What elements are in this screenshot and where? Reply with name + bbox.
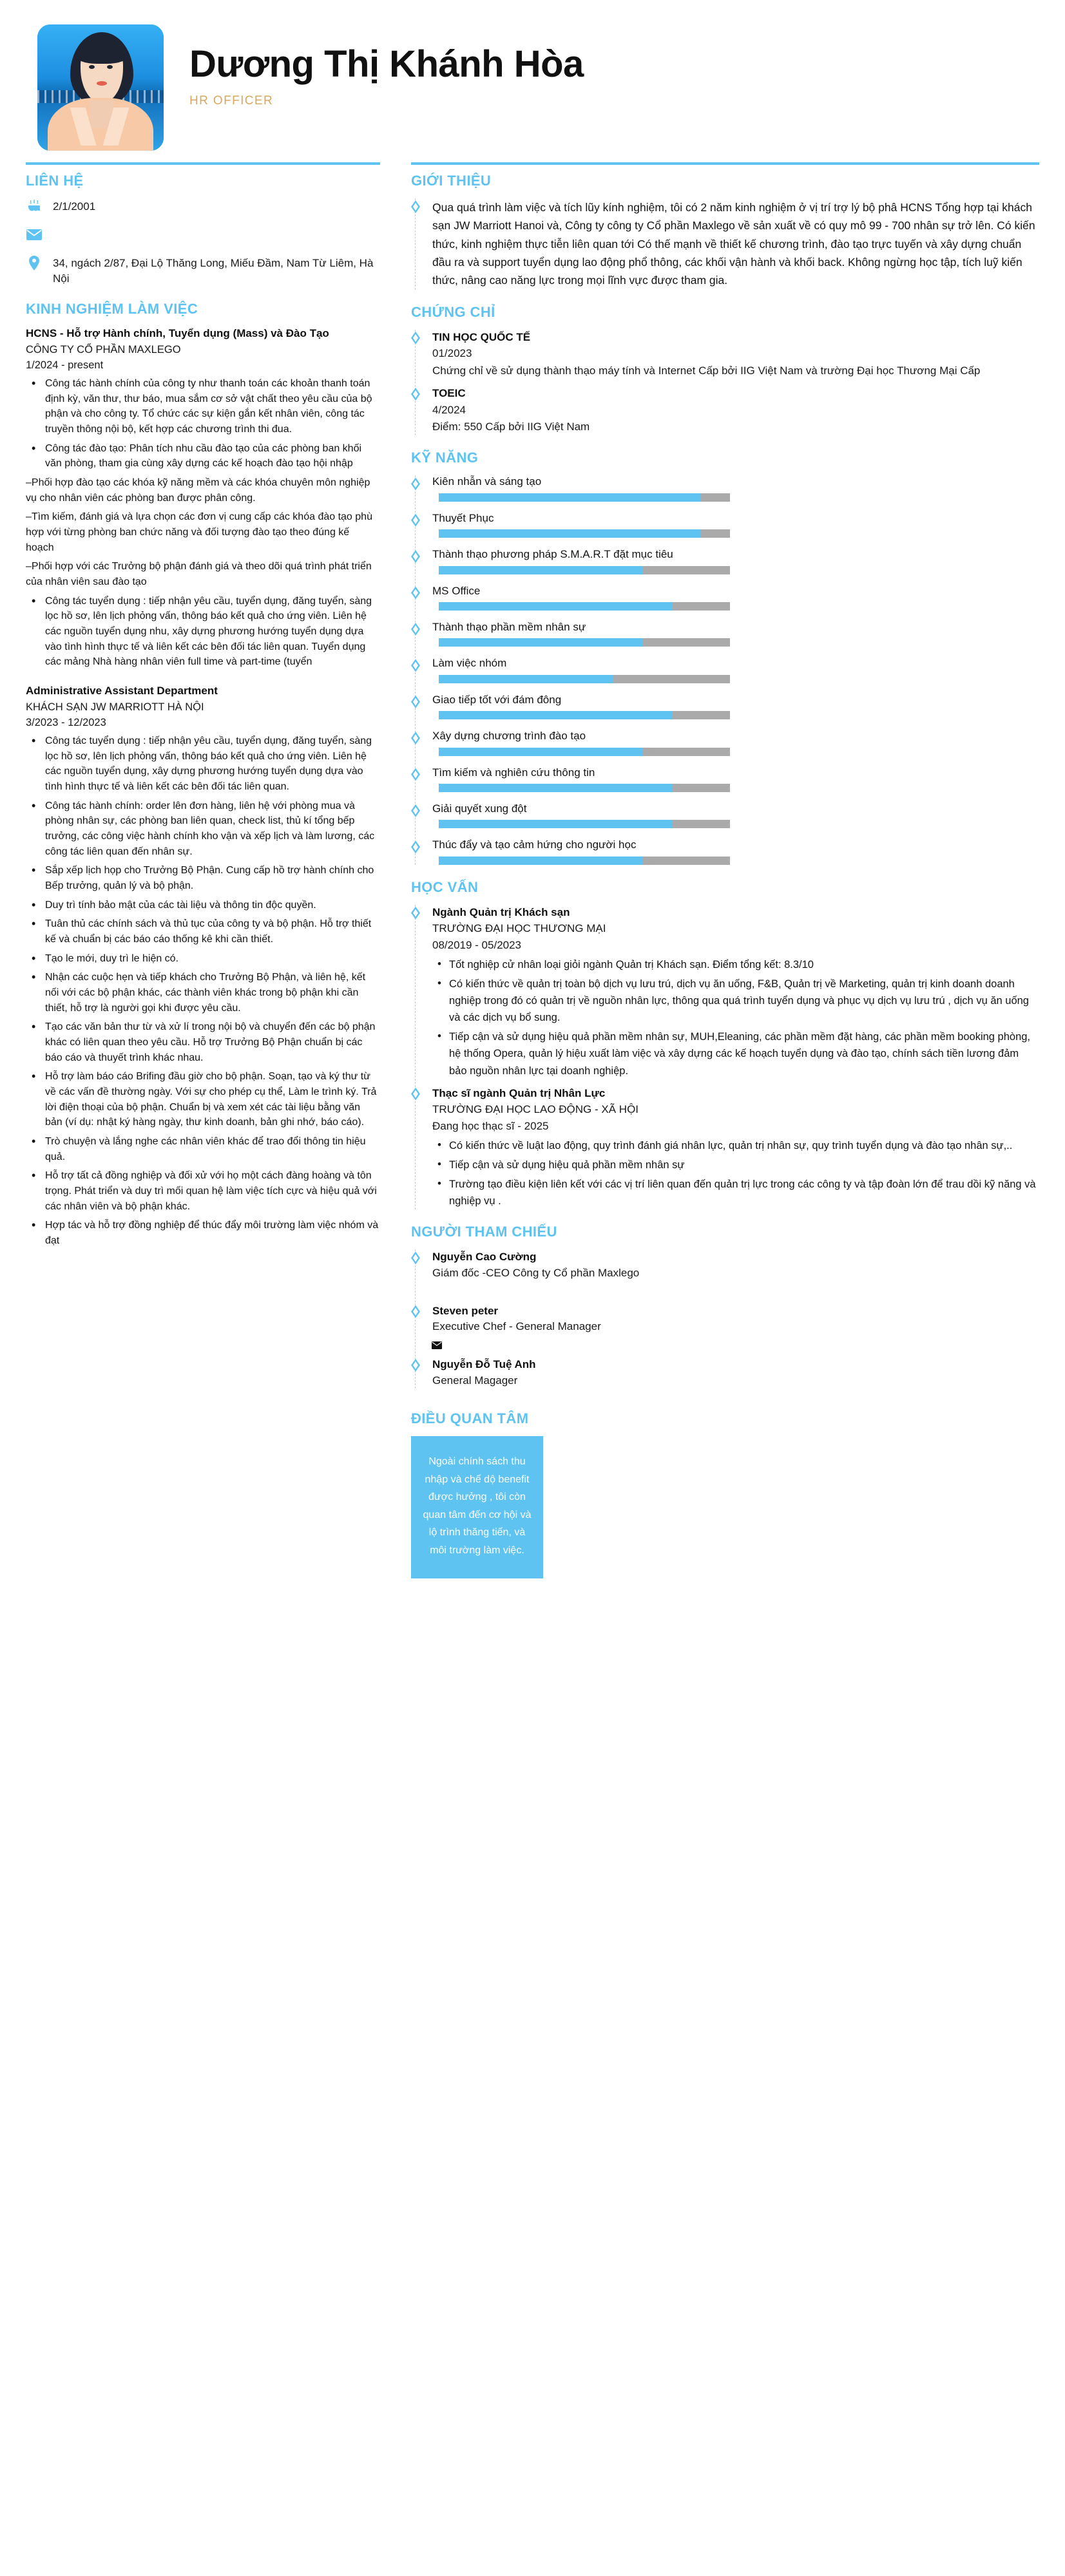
- skill-label: Xây dựng chương trình đào tạo: [432, 730, 586, 743]
- experience-date: 3/2023 - 12/2023: [26, 717, 106, 729]
- bullet: • Trường tạo điều kiện liên kết với các vị trí liên quan đến quản trị lực trong các công ty và tập đoàn lớn để trau dồi kỹ năng và nghiệp vụ .: [432, 1176, 1039, 1209]
- skill-item: [432, 512, 1039, 538]
- skill-bar-track: [439, 675, 730, 683]
- bullet: • Công tác tuyển dụng : tiếp nhận yêu cầu, tuyển dụng, đăng tuyển, sàng lọc hồ sơ, lên lịch phỏng vấn, thông báo kết quả cho ứng viên. Liên hệ các nguồn tuyển dụng nhu, xây dựng phương hướng tuyển dụng dựa vào tình hình thực tế và liên kết các bên đối tác liên quan. Tuyển dụng các mảng Nhà hàng nhân viên full time và part-time (tuyển: [26, 594, 380, 670]
- bullet: • Tiếp cận và sử dụng hiệu quả phần mềm nhân sự, MUH,Eleaning, các phần mềm đặt hàng, các phần mềm booking phòng, hệ thống Opera, quản lý hiệu xuất làm việc và xây dựng các kế hoạch tuyển dụng và đào tạo, chính sách tiền lương đảm bảo nguồn nhân lực tại doanh nghiệp.: [432, 1028, 1039, 1079]
- references-title: NGƯỜI THAM CHIẾU: [411, 1224, 557, 1240]
- experience-title: KINH NGHIỆM LÀM VIỆC: [26, 301, 198, 317]
- bullet: • Có kiến thức về quản trị toàn bộ dịch vụ lưu trú, dịch vụ ăn uống, F&B, Quản trị về Marketing, quản trị kinh doanh doanh nghiệp trong đó có quản trị về nguồn nhân lực, thông qua quá trình tuyển dụng và phục vụ dịch vụ lưu trú , dịch vụ ăn uống và các dịch vụ bổ sung.: [432, 976, 1039, 1026]
- skill-bar-fill: [439, 857, 642, 865]
- reference-role: Executive Chef - General Manager: [432, 1320, 601, 1333]
- contact-row-address: [26, 255, 380, 287]
- skill-bar-fill: [439, 493, 701, 502]
- experience-company: KHÁCH SẠN JW MARRIOTT HÀ NỘI: [26, 701, 204, 714]
- diamond-bullet-icon: [411, 732, 420, 744]
- contact-section: [26, 173, 380, 287]
- page-title: Dương Thị Khánh Hòa: [189, 43, 584, 85]
- reference-item: [432, 1249, 1039, 1281]
- diamond-bullet-icon: [411, 659, 420, 672]
- diamond-bullet-icon: [411, 1359, 420, 1372]
- diamond-bullet-icon: [411, 388, 420, 401]
- divider-right: [411, 162, 1039, 165]
- envelope-icon: [428, 1338, 445, 1353]
- education-bullets: [432, 956, 1039, 1079]
- skill-item: [432, 657, 1039, 683]
- skill-label: Thành thạo phần mềm nhân sự: [432, 620, 586, 633]
- skill-bar-track: [439, 784, 730, 792]
- experience-paragraph: –Phối hợp đào tạo các khóa kỹ năng mềm và các khóa chuyên môn nghiệp vụ cho nhân viên các phòng ban được phân công.: [26, 477, 370, 504]
- certificates-section: [411, 304, 1039, 436]
- diamond-bullet-icon: [411, 477, 420, 490]
- certificates-timeline: [415, 330, 1039, 436]
- bullet: • Hỗ trợ làm báo cáo Brifing đầu giờ cho bộ phận. Soạn, tạo và ký thư từ về các vấn đề thường ngày. Với sự cho phép cụ thể, Làm le trình ký. Trả lời điện thoại của bộ phận. Chuẩn bị và xem xét các tài liệu bằng văn bản (ví dụ: nhật ký hàng ngày, thư kinh doanh, bản ghi nhớ, báo cáo).: [26, 1069, 380, 1130]
- experience-section: [26, 301, 380, 1248]
- education-degree: Ngành Quản trị Khách sạn: [432, 905, 570, 918]
- reference-name: Steven peter: [432, 1304, 499, 1317]
- certificate-desc: Chứng chỉ về sử dụng thành thạo máy tính và Internet Cấp bởi IIG Việt Nam và trường Đại học Thương Mại Cấp: [432, 364, 981, 377]
- skills-timeline: [415, 475, 1039, 864]
- intro-text: Qua quá trình làm việc và tích lũy kính nghiệm, tôi có 2 năm kinh nghiệm ở vị trí trợ lý bộ phâ HCNS Tổng hợp tại khách sạn JW Marriott Hanoi và, Công ty công ty Cổ phần Maxlego về sản xuất về có quy mô 99 - 700 nhân sự trở lên. Có kiến thức, kinh nghiệm thực tiễn liên quan tới Có thế mạnh về thiết kế chương trình, đào tạo trực tuyến và xây dựng chuẩn đầu ra và support tuyển dụng lao động phổ thông, các khối vận hành và khối back. Không ngừng học tập, tích luỹ kiến thức, nâng cao năng lực trong mọi lĩnh vực được tham gia.: [432, 201, 1035, 287]
- skill-item: [432, 694, 1039, 719]
- bullet: • Nhận các cuộc hẹn và tiếp khách cho Trưởng Bộ Phận, và liên hệ, kết nối với các bộ phận khác, các thành viên khác trong bộ phận khi cần thiết, hỗ trợ là người gọi khi được yêu cầu.: [26, 970, 380, 1016]
- experience-bullets: [26, 376, 380, 471]
- bullet: • Hợp tác và hỗ trợ đồng nghiệp để thúc đẩy môi trường làm việc nhóm và đạt: [26, 1218, 380, 1248]
- experience-bullets-after: [26, 594, 380, 670]
- interests-box: [411, 1436, 543, 1578]
- intro-section: [411, 173, 1039, 290]
- skill-bar-fill: [439, 566, 642, 574]
- skill-bar-track: [439, 529, 730, 538]
- contact-row-email: [26, 227, 380, 243]
- certificate-name: TIN HỌC QUỐC TẾ: [432, 330, 531, 343]
- skill-label: Làm việc nhóm: [432, 657, 507, 670]
- education-degree: Thạc sĩ ngành Quản trị Nhân Lực: [432, 1086, 606, 1099]
- experience-item: [26, 327, 380, 670]
- skill-bar-fill: [439, 711, 672, 719]
- cv-header: [26, 18, 1039, 162]
- diamond-bullet-icon: [411, 200, 420, 213]
- experience-item: [26, 684, 380, 1249]
- experience-paragraph: –Tìm kiếm, đánh giá và lựa chọn các đơn vị cung cấp các khóa đào tạo phù hợp với từng phòng ban chức năng và đối tượng đào tạo theo đúng kế hoạch: [26, 511, 372, 553]
- bullet: • Tuân thủ các chính sách và thủ tục của công ty và bộ phận. Hỗ trợ thiết kế và chuẩn bị các báo cáo thống kê khi cần thiết.: [26, 916, 380, 947]
- education-date: Đang học thạc sĩ - 2025: [432, 1119, 549, 1132]
- experience-role: Administrative Assistant Department: [26, 685, 218, 697]
- left-column: [26, 162, 399, 1263]
- education-item: [432, 905, 1039, 1079]
- certificate-name: TOEIC: [432, 387, 466, 400]
- right-column: [399, 162, 1039, 1593]
- reference-role: Giám đốc -CEO Công ty Cổ phần Maxlego: [432, 1267, 640, 1280]
- skill-label: Giao tiếp tốt với đám đông: [432, 693, 562, 706]
- skill-bar-fill: [439, 602, 672, 611]
- references-timeline: [415, 1249, 1039, 1388]
- skill-bar-fill: [439, 784, 672, 792]
- reference-item: [432, 1303, 1039, 1335]
- avatar: [37, 24, 164, 151]
- diamond-bullet-icon: [411, 623, 420, 636]
- experience-company: CÔNG TY CỔ PHẦN MAXLEGO: [26, 344, 181, 356]
- bullet: • Công tác tuyển dụng : tiếp nhận yêu cầu, tuyển dụng, đăng tuyển, sàng lọc hồ sơ, lên lịch phỏng vấn, thông báo kết quả cho ứng viên. Liên hệ các nguồn tuyển dụng, xây dựng phương hướng tuyển dụng dựa vào tình hình thực tế và liên kết các bên đối tác liên quan.: [26, 734, 380, 795]
- diamond-bullet-icon: [411, 696, 420, 708]
- education-school: TRƯỜNG ĐẠI HỌC LAO ĐỘNG - XÃ HỘI: [432, 1103, 639, 1116]
- references-section: [411, 1224, 1039, 1388]
- skill-label: MS Office: [432, 584, 481, 597]
- interests-section: [411, 1410, 1039, 1578]
- bullet: • Hỗ trợ tất cả đồng nghiệp và đối xử với họ một cách đàng hoàng và tôn trọng. Phát triển và duy trì mối quan hệ làm việc tích cực và hiệu quả với các nhân viên và bộ phận khác.: [26, 1168, 380, 1214]
- skill-bar-track: [439, 566, 730, 574]
- skill-item: [432, 766, 1039, 792]
- birthday-cake-icon: [26, 198, 43, 214]
- map-pin-icon: [26, 255, 43, 270]
- bullet: • Tạo le mới, duy trì le hiện có.: [26, 951, 380, 967]
- certificate-item: [432, 330, 1039, 379]
- experience-role: HCNS - Hỗ trợ Hành chính, Tuyển dụng (Mass) và Đào Tạo: [26, 327, 329, 340]
- skill-bar-track: [439, 748, 730, 756]
- education-item: [432, 1086, 1039, 1210]
- envelope-icon: [26, 227, 43, 242]
- bullet: • Công tác hành chính: order lên đơn hàng, liên hệ với phòng mua và phòng nhân sự, các phòng ban liên quan, check list, thủ kí tổng bếp trưởng, các công việc hành chính kho vận và xếp lịch và làm lương, các công tác liên quan đến nhân sự.: [26, 799, 380, 860]
- header-text-block: [189, 24, 584, 108]
- contact-row-birthday: [26, 198, 380, 215]
- skill-item: [432, 585, 1039, 611]
- bullet: • Tạo các văn bản thư từ và xử lí trong nội bộ và chuyển đến các bộ phận khác có liên quan theo yêu cầu. Hỗ trợ Trưởng Bộ Phận chuẩn bị các báo cáo và thuyết trình khác nhau.: [26, 1019, 380, 1065]
- bullet: • Duy trì tính bảo mật của các tài liệu và thông tin độc quyền.: [26, 898, 380, 913]
- certificate-date: 4/2024: [432, 403, 466, 416]
- education-title: HỌC VẤN: [411, 878, 479, 895]
- skill-label: Thúc đẩy và tạo cảm hứng cho người học: [432, 838, 637, 851]
- intro-item: [432, 198, 1039, 290]
- bullet: • Tốt nghiệp cử nhân loại giỏi ngành Quản trị Khách sạn. Điểm tổng kết: 8.3/10: [432, 956, 1039, 973]
- education-section: [411, 879, 1039, 1210]
- skill-label: Thuyết Phục: [432, 511, 494, 524]
- skill-bar-track: [439, 711, 730, 719]
- bullet: • Có kiến thức về luật lao động, quy trình đánh giá nhân lực, quản trị nhân sự, quy trình tuyển dụng và đào tạo nhân sự,..: [432, 1137, 1039, 1154]
- skill-bar-fill: [439, 529, 701, 538]
- birthday-value: 2/1/2001: [53, 200, 96, 213]
- skill-bar-fill: [439, 638, 642, 647]
- skill-item: [432, 838, 1039, 864]
- reference-name: Nguyễn Cao Cường: [432, 1251, 537, 1264]
- skill-bar-track: [439, 638, 730, 647]
- skill-item: [432, 548, 1039, 574]
- skill-bar-fill: [439, 748, 642, 756]
- diamond-bullet-icon: [411, 1088, 420, 1101]
- skill-label: Kiên nhẫn và sáng tạo: [432, 475, 542, 488]
- diamond-bullet-icon: [411, 1251, 420, 1264]
- bullet: • Công tác đào tạo: Phân tích nhu cầu đào tạo của các phòng ban khối văn phòng, tham gia cùng xây dựng các kế hoạch đào tạo hội nhập: [26, 441, 380, 471]
- diamond-bullet-icon: [411, 804, 420, 817]
- education-timeline: [415, 905, 1039, 1210]
- certificate-item: [432, 386, 1039, 435]
- certificate-date: 01/2023: [432, 347, 472, 360]
- interests-text: Ngoài chính sách thu nhập và chế dộ benefit được hưởng , tôi còn quan tâm đến cơ hội và lộ trình thăng tiến, và môi trường làm việc.: [423, 1456, 532, 1556]
- experience-date: 1/2024 - present: [26, 359, 104, 372]
- skill-bar-track: [439, 820, 730, 828]
- certificates-title: CHỨNG CHỈ: [411, 303, 495, 320]
- job-title: HR OFFICER: [189, 93, 274, 108]
- intro-timeline: [415, 198, 1039, 290]
- education-date: 08/2019 - 05/2023: [432, 938, 522, 951]
- skill-bar-track: [439, 857, 730, 865]
- intro-title: GIỚI THIỆU: [411, 173, 492, 189]
- skill-item: [432, 730, 1039, 755]
- cv-body: [26, 162, 1039, 1593]
- skill-label: Thành thạo phương pháp S.M.A.R.T đặt mục tiêu: [432, 548, 673, 561]
- skill-label: Giải quyết xung đột: [432, 802, 527, 815]
- divider-left: [26, 162, 380, 165]
- diamond-bullet-icon: [411, 332, 420, 345]
- contact-title: LIÊN HỆ: [26, 173, 84, 189]
- education-school: TRƯỜNG ĐẠI HỌC THƯƠNG MẠI: [432, 922, 606, 935]
- diamond-bullet-icon: [411, 907, 420, 920]
- diamond-bullet-icon: [411, 514, 420, 527]
- skills-title: KỸ NĂNG: [411, 450, 479, 466]
- diamond-bullet-icon: [411, 768, 420, 781]
- diamond-bullet-icon: [411, 1305, 420, 1318]
- reference-role: General Magager: [432, 1374, 518, 1387]
- skills-section: [411, 450, 1039, 864]
- experience-paragraph: –Phối hợp với các Trưởng bộ phận đánh giá và theo dõi quá trình phát triển của nhân viên sau đào tạo: [26, 561, 372, 588]
- skill-item: [432, 802, 1039, 828]
- skill-bar-track: [439, 602, 730, 611]
- bullet: • Công tác hành chính của công ty như thanh toán các khoản thanh toán định kỳ, văn thư, thư báo, mua sắm cơ sở vật chất theo yêu cầu của bộ phận và cho công ty. Tổ chức các sự kiện gắn kết nhân viên, công tác truyền thông nội bộ, kết hợp các chương trình thi đua.: [26, 376, 380, 437]
- interests-title: ĐIỀU QUAN TÂM: [411, 1410, 529, 1427]
- education-bullets: [432, 1137, 1039, 1209]
- bullet: • Trò chuyện và lắng nghe các nhân viên khác để trao đổi thông tin hiệu quả.: [26, 1134, 380, 1164]
- reference-item: [432, 1357, 1039, 1388]
- bullet: • Sắp xếp lịch họp cho Trưởng Bộ Phận. Cung cấp hồ trợ hành chính cho Bếp trưởng, quản lý và bộ phận.: [26, 863, 380, 893]
- address-value: 34, ngách 2/87, Đại Lộ Thăng Long, Miếu Đầm, Nam Từ Liêm, Hà Nội: [53, 257, 374, 285]
- skill-label: Tìm kiếm và nghiên cứu thông tin: [432, 766, 595, 779]
- skill-bar-track: [439, 493, 730, 502]
- diamond-bullet-icon: [411, 550, 420, 563]
- skill-item: [432, 475, 1039, 501]
- experience-bullets: [26, 734, 380, 1249]
- skill-bar-fill: [439, 675, 613, 683]
- diamond-bullet-icon: [411, 587, 420, 600]
- certificate-desc: Điểm: 550 Cấp bởi IIG Việt Nam: [432, 421, 590, 433]
- skill-bar-fill: [439, 820, 672, 828]
- skill-item: [432, 621, 1039, 647]
- diamond-bullet-icon: [411, 840, 420, 853]
- bullet: • Tiếp cận và sử dụng hiệu quả phần mềm nhân sự: [432, 1157, 1039, 1173]
- reference-name: Nguyễn Đỗ Tuệ Anh: [432, 1358, 536, 1370]
